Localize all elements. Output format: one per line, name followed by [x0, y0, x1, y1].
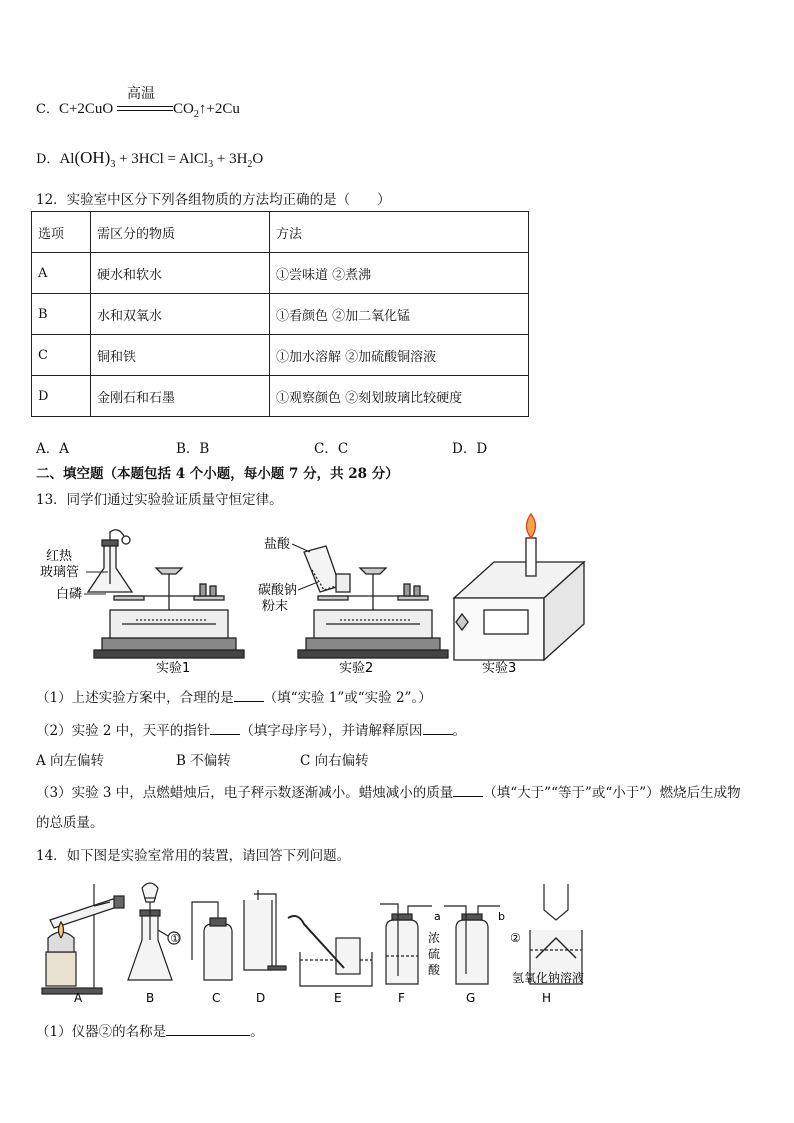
- label-exp1: 实验1: [156, 661, 191, 676]
- choice-a[interactable]: A．A: [36, 441, 69, 457]
- apparatus-e: [288, 916, 372, 986]
- q13-opt-a[interactable]: A 向左偏转: [36, 753, 105, 769]
- table-header: 选项: [32, 212, 91, 253]
- eq-part: (OH): [74, 148, 111, 167]
- label-conc-3: 酸: [428, 963, 441, 977]
- subscript: 3: [110, 159, 116, 170]
- q13-figure: [36, 510, 596, 680]
- q13-sub3: [36, 781, 741, 801]
- q13-sub3-text-b: （填“大于”“等于”或“小于”）燃烧后生成物: [483, 785, 741, 801]
- table-cell: C: [32, 335, 91, 376]
- label-e: E: [334, 991, 342, 1005]
- table-cell: D: [32, 376, 91, 417]
- answer-blank[interactable]: [210, 722, 240, 735]
- eq-part: O: [252, 151, 264, 167]
- choice-b[interactable]: B．B: [176, 441, 210, 457]
- q13-stem: 13．同学们通过实验验证质量守恒定律。: [36, 492, 283, 508]
- q13-opt-b[interactable]: B 不偏转: [176, 753, 231, 769]
- label-white-p: 白磷: [56, 587, 83, 602]
- subscript: 2: [247, 159, 253, 170]
- balance-2: [298, 546, 448, 658]
- label-na2co3-1: 碳酸钠: [258, 583, 298, 598]
- choice-d[interactable]: D．D: [452, 441, 488, 457]
- label-naoh: 氢氧化钠溶液: [512, 971, 585, 985]
- label-g: G: [466, 991, 476, 1005]
- subscript: 2: [193, 109, 199, 120]
- label-a: A: [74, 991, 83, 1005]
- eq-part: + 3HCl = AlCl: [115, 151, 209, 167]
- option-d-prefix: D．: [36, 152, 60, 167]
- q13-sub3-cont: 的总质量。: [36, 815, 104, 831]
- choice-c[interactable]: C．C: [314, 441, 349, 457]
- table-cell: ①看颜色 ②加二氧化锰: [270, 294, 529, 335]
- subscript: 3: [208, 159, 214, 170]
- label-conc-1: 浓: [428, 931, 441, 945]
- q13-sub3-text: （3）实验 3 中，点燃蜡烛后，电子秤示数逐渐减小。蜡烛减小的质量: [36, 785, 454, 801]
- label-acid: 盐酸: [264, 537, 291, 552]
- q13-sub1: [36, 686, 432, 706]
- answer-blank[interactable]: [234, 689, 264, 702]
- section-heading: 二、填空题（本题包括 4 个小题，每小题 7 分，共 28 分）: [36, 466, 399, 482]
- table-cell: ①加水溶解 ②加硫酸铜溶液: [270, 335, 529, 376]
- option-c-equation: [36, 85, 240, 120]
- q13-sub1-text: （1）上述实验方案中，合理的是: [36, 690, 234, 706]
- table-row: [32, 335, 529, 376]
- label-h: H: [542, 991, 552, 1005]
- q12-stem: 12．实验室中区分下列各组物质的方法均正确的是（ ）: [36, 192, 391, 208]
- q12-table: [31, 211, 529, 417]
- table-cell: ①观察颜色 ②刻划玻璃比较硬度: [270, 376, 529, 417]
- table-header: 需区分的物质: [91, 212, 270, 253]
- apparatus-c: [192, 902, 232, 980]
- label-port-a: a: [434, 910, 441, 923]
- table-header-row: [32, 212, 529, 253]
- q14-sub1-text: （1）仪器②的名称是: [36, 1024, 167, 1040]
- label-conc-2: 硫: [428, 947, 441, 961]
- electronic-scale: [454, 514, 584, 660]
- label-na2co3-2: 粉末: [262, 599, 289, 614]
- table-cell: 硬水和软水: [91, 253, 270, 294]
- answer-blank[interactable]: [453, 784, 483, 797]
- table-cell: A: [32, 253, 91, 294]
- apparatus-h: [530, 884, 582, 984]
- eq-part: Al: [59, 151, 75, 167]
- q14-stem: 14．如下图是实验室常用的装置，请回答下列问题。: [36, 848, 351, 864]
- apparatus-f: [380, 904, 432, 984]
- answer-blank[interactable]: [423, 722, 453, 735]
- reaction-condition: 高温: [127, 85, 156, 102]
- q14-sub1: [36, 1020, 264, 1040]
- table-row: [32, 294, 529, 335]
- table-cell: 铜和铁: [91, 335, 270, 376]
- label-f: F: [398, 991, 405, 1005]
- label-circled-1: ①: [170, 932, 180, 945]
- label-b: B: [146, 991, 155, 1005]
- table-cell: ①尝味道 ②煮沸: [270, 253, 529, 294]
- q13-sub1-text-b: （填“实验 1”或“实验 2”。）: [263, 690, 432, 706]
- q13-sub2-text-b: （填字母序号），并请解释原因: [240, 723, 423, 739]
- label-hot-1: 红热: [46, 549, 73, 564]
- label-port-b: b: [498, 910, 505, 923]
- apparatus-g: [444, 906, 500, 984]
- table-header: 方法: [270, 212, 529, 253]
- reaction-condition-arrow: [117, 85, 173, 117]
- label-c: C: [212, 991, 221, 1005]
- label-exp3: 实验3: [482, 661, 517, 676]
- label-circled-2: ②: [510, 931, 521, 945]
- q13-opt-c[interactable]: C 向右偏转: [300, 753, 369, 769]
- apparatus-a: [42, 884, 124, 994]
- answer-blank[interactable]: [166, 1023, 250, 1036]
- q13-sub2: [36, 719, 466, 739]
- apparatus-d: [244, 890, 286, 970]
- option-c-left: C+2CuO: [58, 101, 114, 117]
- table-cell: 水和双氧水: [91, 294, 270, 335]
- option-d-equation: [36, 148, 263, 170]
- table-row: [32, 253, 529, 294]
- q13-sub2-text-c: 。: [452, 723, 467, 739]
- label-d: D: [256, 991, 266, 1005]
- table-cell: 金刚石和石墨: [91, 376, 270, 417]
- table-row: [32, 376, 529, 417]
- eq-part: + 3H: [213, 151, 248, 167]
- option-c-right: CO: [173, 101, 194, 117]
- balance-1: [88, 530, 244, 658]
- table-cell: B: [32, 294, 91, 335]
- label-exp2: 实验2: [339, 661, 374, 676]
- label-hot-2: 玻璃管: [40, 565, 80, 580]
- option-c-right-tail: ↑+2Cu: [198, 101, 240, 117]
- q14-figure: [36, 880, 596, 1010]
- q14-sub1-text-b: 。: [250, 1024, 264, 1040]
- option-c-prefix: C．: [36, 102, 59, 117]
- q13-sub2-text: （2）实验 2 中，天平的指针: [36, 723, 211, 739]
